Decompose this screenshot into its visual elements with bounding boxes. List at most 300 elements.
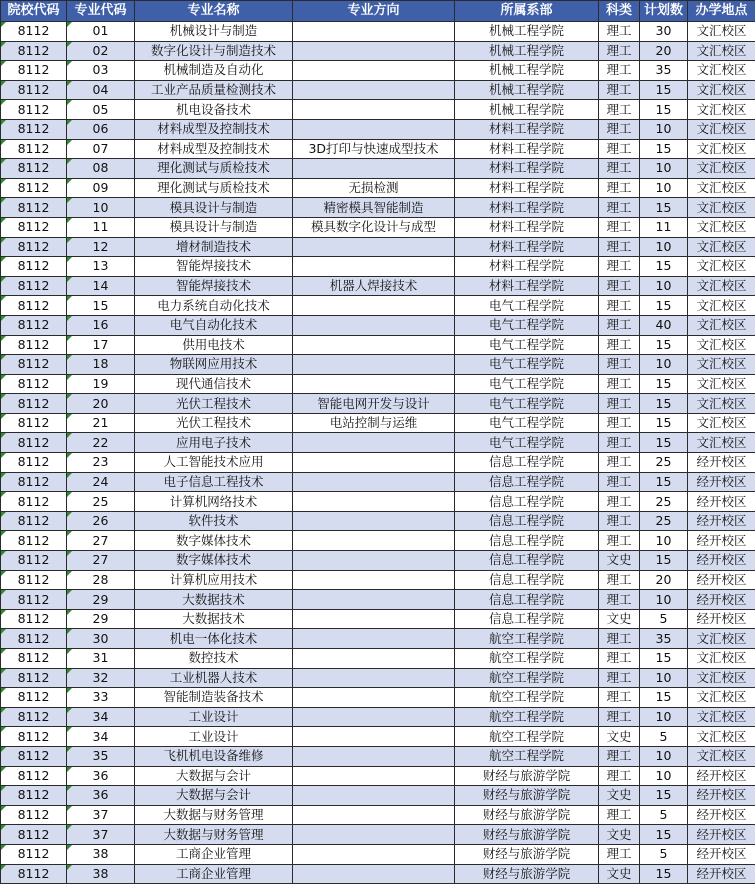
cell-department: 财经与旅游学院 [455, 844, 599, 864]
cell-major-name: 数字化设计与制造技术 [135, 41, 293, 61]
cell-major-direction [293, 609, 455, 629]
cell-major-direction [293, 688, 455, 708]
cell-major-name: 物联网应用技术 [135, 355, 293, 375]
cell-department: 电气工程学院 [455, 355, 599, 375]
cell-campus: 经开校区 [688, 766, 755, 786]
cell-campus: 经开校区 [688, 472, 755, 492]
cell-subject-category: 理工 [599, 746, 640, 766]
header-major-name: 专业名称 [135, 1, 293, 22]
cell-major-code: 35 [67, 746, 135, 766]
cell-major-code: 30 [67, 629, 135, 649]
cell-major-code: 25 [67, 492, 135, 512]
table-row [1, 276, 755, 296]
cell-department: 财经与旅游学院 [455, 805, 599, 825]
cell-major-direction [293, 61, 455, 81]
cell-campus: 经开校区 [688, 531, 755, 551]
table-row [1, 394, 755, 414]
cell-major-direction: 无损检测 [293, 178, 455, 198]
cell-plan-count: 15 [640, 80, 688, 100]
cell-plan-count: 10 [640, 590, 688, 610]
cell-subject-category: 理工 [599, 80, 640, 100]
table-row [1, 22, 755, 42]
cell-major-name: 材料成型及控制技术 [135, 139, 293, 159]
table-row [1, 649, 755, 669]
cell-department: 信息工程学院 [455, 511, 599, 531]
cell-plan-count: 5 [640, 844, 688, 864]
table-row [1, 237, 755, 257]
cell-plan-count: 15 [640, 825, 688, 845]
cell-major-name: 智能焊接技术 [135, 276, 293, 296]
cell-plan-count: 5 [640, 805, 688, 825]
cell-institution-code: 8112 [1, 629, 67, 649]
cell-department: 航空工程学院 [455, 746, 599, 766]
cell-major-direction [293, 649, 455, 669]
cell-plan-count: 40 [640, 315, 688, 335]
cell-plan-count: 10 [640, 707, 688, 727]
table-row [1, 629, 755, 649]
table-row [1, 746, 755, 766]
cell-department: 航空工程学院 [455, 668, 599, 688]
cell-subject-category: 理工 [599, 296, 640, 316]
cell-major-code: 18 [67, 355, 135, 375]
cell-plan-count: 10 [640, 746, 688, 766]
cell-department: 机械工程学院 [455, 80, 599, 100]
cell-subject-category: 理工 [599, 61, 640, 81]
cell-department: 信息工程学院 [455, 609, 599, 629]
cell-major-name: 数字媒体技术 [135, 551, 293, 571]
table-row [1, 668, 755, 688]
cell-subject-category: 文史 [599, 825, 640, 845]
cell-subject-category: 文史 [599, 786, 640, 806]
cell-major-direction [293, 844, 455, 864]
cell-major-direction [293, 551, 455, 571]
table-row [1, 335, 755, 355]
cell-institution-code: 8112 [1, 335, 67, 355]
cell-institution-code: 8112 [1, 198, 67, 218]
cell-department: 材料工程学院 [455, 257, 599, 277]
cell-department: 电气工程学院 [455, 315, 599, 335]
cell-major-name: 供用电技术 [135, 335, 293, 355]
header-major-code: 专业代码 [67, 1, 135, 22]
cell-major-name: 智能制造装备技术 [135, 688, 293, 708]
cell-major-direction: 模具数字化设计与成型 [293, 217, 455, 237]
table-row [1, 511, 755, 531]
cell-campus: 文汇校区 [688, 139, 755, 159]
cell-subject-category: 理工 [599, 178, 640, 198]
cell-major-direction [293, 159, 455, 179]
cell-subject-category: 理工 [599, 139, 640, 159]
cell-major-name: 大数据与会计 [135, 786, 293, 806]
cell-major-name: 机电一体化技术 [135, 629, 293, 649]
cell-institution-code: 8112 [1, 707, 67, 727]
cell-subject-category: 理工 [599, 844, 640, 864]
cell-major-code: 04 [67, 80, 135, 100]
table-row [1, 766, 755, 786]
cell-major-name: 工业设计 [135, 707, 293, 727]
cell-institution-code: 8112 [1, 257, 67, 277]
cell-subject-category: 理工 [599, 433, 640, 453]
cell-institution-code: 8112 [1, 786, 67, 806]
cell-plan-count: 5 [640, 609, 688, 629]
cell-subject-category: 理工 [599, 100, 640, 120]
cell-major-code: 09 [67, 178, 135, 198]
cell-department: 机械工程学院 [455, 22, 599, 42]
cell-major-direction [293, 805, 455, 825]
cell-department: 电气工程学院 [455, 296, 599, 316]
cell-subject-category: 理工 [599, 453, 640, 473]
cell-department: 信息工程学院 [455, 531, 599, 551]
cell-department: 材料工程学院 [455, 198, 599, 218]
cell-department: 信息工程学院 [455, 570, 599, 590]
cell-campus: 经开校区 [688, 864, 755, 884]
table-row [1, 551, 755, 571]
table-row [1, 374, 755, 394]
cell-campus: 文汇校区 [688, 276, 755, 296]
cell-department: 材料工程学院 [455, 276, 599, 296]
cell-campus: 文汇校区 [688, 413, 755, 433]
cell-plan-count: 5 [640, 727, 688, 747]
cell-institution-code: 8112 [1, 746, 67, 766]
cell-major-code: 34 [67, 727, 135, 747]
header-subject-category: 科类 [599, 1, 640, 22]
table-row [1, 786, 755, 806]
cell-campus: 经开校区 [688, 551, 755, 571]
cell-plan-count: 10 [640, 766, 688, 786]
cell-major-name: 材料成型及控制技术 [135, 119, 293, 139]
cell-major-direction: 电站控制与运维 [293, 413, 455, 433]
cell-campus: 文汇校区 [688, 707, 755, 727]
cell-department: 航空工程学院 [455, 727, 599, 747]
cell-department: 机械工程学院 [455, 61, 599, 81]
cell-plan-count: 15 [640, 551, 688, 571]
cell-institution-code: 8112 [1, 766, 67, 786]
cell-major-name: 工商企业管理 [135, 864, 293, 884]
cell-major-name: 数控技术 [135, 649, 293, 669]
cell-campus: 文汇校区 [688, 374, 755, 394]
cell-major-name: 工业设计 [135, 727, 293, 747]
cell-major-name: 智能焊接技术 [135, 257, 293, 277]
cell-major-name: 增材制造技术 [135, 237, 293, 257]
cell-campus: 文汇校区 [688, 688, 755, 708]
cell-campus: 文汇校区 [688, 237, 755, 257]
cell-campus: 文汇校区 [688, 217, 755, 237]
cell-major-code: 34 [67, 707, 135, 727]
cell-campus: 文汇校区 [688, 61, 755, 81]
cell-department: 电气工程学院 [455, 335, 599, 355]
cell-plan-count: 15 [640, 413, 688, 433]
table-row [1, 178, 755, 198]
table-row [1, 41, 755, 61]
cell-institution-code: 8112 [1, 237, 67, 257]
cell-subject-category: 文史 [599, 609, 640, 629]
cell-major-direction [293, 786, 455, 806]
cell-major-direction [293, 590, 455, 610]
cell-major-name: 大数据与会计 [135, 766, 293, 786]
cell-major-code: 01 [67, 22, 135, 42]
cell-subject-category: 理工 [599, 707, 640, 727]
cell-campus: 文汇校区 [688, 100, 755, 120]
cell-major-code: 10 [67, 198, 135, 218]
cell-major-direction [293, 355, 455, 375]
cell-plan-count: 20 [640, 570, 688, 590]
cell-campus: 文汇校区 [688, 41, 755, 61]
cell-institution-code: 8112 [1, 492, 67, 512]
cell-major-code: 16 [67, 315, 135, 335]
cell-plan-count: 15 [640, 257, 688, 277]
cell-major-code: 28 [67, 570, 135, 590]
cell-major-code: 19 [67, 374, 135, 394]
cell-major-direction [293, 668, 455, 688]
cell-subject-category: 理工 [599, 41, 640, 61]
cell-subject-category: 理工 [599, 374, 640, 394]
cell-major-name: 理化测试与质检技术 [135, 178, 293, 198]
cell-major-code: 27 [67, 551, 135, 571]
cell-campus: 文汇校区 [688, 22, 755, 42]
cell-major-direction [293, 472, 455, 492]
cell-subject-category: 文史 [599, 551, 640, 571]
table-row [1, 257, 755, 277]
cell-major-code: 15 [67, 296, 135, 316]
cell-department: 信息工程学院 [455, 492, 599, 512]
cell-plan-count: 20 [640, 41, 688, 61]
cell-major-name: 光伏工程技术 [135, 394, 293, 414]
cell-subject-category: 理工 [599, 394, 640, 414]
cell-institution-code: 8112 [1, 315, 67, 335]
cell-plan-count: 11 [640, 217, 688, 237]
cell-subject-category: 理工 [599, 198, 640, 218]
cell-plan-count: 25 [640, 511, 688, 531]
cell-major-direction [293, 707, 455, 727]
cell-major-direction [293, 296, 455, 316]
cell-campus: 文汇校区 [688, 433, 755, 453]
cell-major-name: 机械制造及自动化 [135, 61, 293, 81]
cell-campus: 经开校区 [688, 570, 755, 590]
cell-plan-count: 10 [640, 276, 688, 296]
cell-subject-category: 理工 [599, 688, 640, 708]
table-row [1, 805, 755, 825]
cell-plan-count: 15 [640, 688, 688, 708]
cell-campus: 文汇校区 [688, 394, 755, 414]
cell-major-code: 14 [67, 276, 135, 296]
cell-major-name: 大数据与财务管理 [135, 805, 293, 825]
cell-institution-code: 8112 [1, 609, 67, 629]
cell-major-name: 计算机应用技术 [135, 570, 293, 590]
cell-campus: 经开校区 [688, 511, 755, 531]
cell-major-direction [293, 727, 455, 747]
cell-institution-code: 8112 [1, 844, 67, 864]
cell-campus: 文汇校区 [688, 119, 755, 139]
cell-subject-category: 理工 [599, 276, 640, 296]
cell-major-direction [293, 237, 455, 257]
cell-major-direction: 精密模具智能制造 [293, 198, 455, 218]
cell-subject-category: 理工 [599, 237, 640, 257]
cell-major-code: 29 [67, 590, 135, 610]
cell-subject-category: 理工 [599, 217, 640, 237]
table-row [1, 159, 755, 179]
cell-institution-code: 8112 [1, 159, 67, 179]
table-row [1, 472, 755, 492]
cell-subject-category: 理工 [599, 590, 640, 610]
cell-major-name: 工业产品质量检测技术 [135, 80, 293, 100]
cell-institution-code: 8112 [1, 100, 67, 120]
cell-institution-code: 8112 [1, 80, 67, 100]
cell-institution-code: 8112 [1, 355, 67, 375]
cell-major-direction: 3D打印与快速成型技术 [293, 139, 455, 159]
cell-subject-category: 理工 [599, 531, 640, 551]
cell-major-code: 37 [67, 805, 135, 825]
table-row [1, 433, 755, 453]
cell-subject-category: 理工 [599, 413, 640, 433]
table-row [1, 355, 755, 375]
cell-major-direction [293, 374, 455, 394]
cell-department: 材料工程学院 [455, 217, 599, 237]
cell-major-code: 08 [67, 159, 135, 179]
cell-institution-code: 8112 [1, 472, 67, 492]
cell-major-direction [293, 746, 455, 766]
table-row [1, 315, 755, 335]
cell-major-direction [293, 119, 455, 139]
table-row [1, 864, 755, 884]
table-row [1, 688, 755, 708]
cell-plan-count: 10 [640, 237, 688, 257]
cell-institution-code: 8112 [1, 688, 67, 708]
cell-institution-code: 8112 [1, 453, 67, 473]
cell-plan-count: 10 [640, 355, 688, 375]
cell-institution-code: 8112 [1, 119, 67, 139]
cell-subject-category: 理工 [599, 766, 640, 786]
cell-subject-category: 理工 [599, 649, 640, 669]
cell-major-code: 11 [67, 217, 135, 237]
cell-major-name: 飞机机电设备维修 [135, 746, 293, 766]
cell-major-code: 12 [67, 237, 135, 257]
cell-plan-count: 35 [640, 629, 688, 649]
cell-subject-category: 理工 [599, 355, 640, 375]
cell-major-name: 现代通信技术 [135, 374, 293, 394]
cell-major-direction [293, 825, 455, 845]
cell-department: 机械工程学院 [455, 100, 599, 120]
cell-major-direction [293, 492, 455, 512]
cell-department: 电气工程学院 [455, 374, 599, 394]
cell-major-name: 人工智能技术应用 [135, 453, 293, 473]
cell-institution-code: 8112 [1, 217, 67, 237]
cell-plan-count: 15 [640, 472, 688, 492]
cell-plan-count: 15 [640, 433, 688, 453]
cell-major-direction [293, 257, 455, 277]
cell-campus: 文汇校区 [688, 649, 755, 669]
cell-plan-count: 15 [640, 100, 688, 120]
cell-subject-category: 理工 [599, 629, 640, 649]
table-row [1, 217, 755, 237]
cell-institution-code: 8112 [1, 551, 67, 571]
cell-department: 财经与旅游学院 [455, 786, 599, 806]
cell-institution-code: 8112 [1, 649, 67, 669]
cell-major-direction [293, 315, 455, 335]
header-institution-code: 院校代码 [1, 1, 67, 22]
cell-major-name: 工商企业管理 [135, 844, 293, 864]
cell-major-name: 软件技术 [135, 511, 293, 531]
table-row [1, 609, 755, 629]
cell-department: 信息工程学院 [455, 590, 599, 610]
cell-plan-count: 15 [640, 296, 688, 316]
cell-campus: 文汇校区 [688, 315, 755, 335]
cell-major-direction [293, 629, 455, 649]
cell-department: 信息工程学院 [455, 472, 599, 492]
cell-major-direction [293, 511, 455, 531]
cell-institution-code: 8112 [1, 668, 67, 688]
cell-subject-category: 理工 [599, 22, 640, 42]
cell-institution-code: 8112 [1, 139, 67, 159]
table-row [1, 825, 755, 845]
cell-major-direction [293, 570, 455, 590]
cell-department: 材料工程学院 [455, 119, 599, 139]
cell-major-name: 机电设备技术 [135, 100, 293, 120]
cell-institution-code: 8112 [1, 825, 67, 845]
cell-major-name: 理化测试与质检技术 [135, 159, 293, 179]
cell-institution-code: 8112 [1, 805, 67, 825]
cell-major-code: 24 [67, 472, 135, 492]
cell-major-name: 模具设计与制造 [135, 217, 293, 237]
cell-subject-category: 文史 [599, 864, 640, 884]
table-row [1, 844, 755, 864]
cell-major-code: 20 [67, 394, 135, 414]
cell-plan-count: 15 [640, 649, 688, 669]
cell-campus: 经开校区 [688, 492, 755, 512]
cell-major-code: 03 [67, 61, 135, 81]
cell-campus: 文汇校区 [688, 178, 755, 198]
cell-major-code: 17 [67, 335, 135, 355]
cell-major-code: 23 [67, 453, 135, 473]
cell-major-direction [293, 335, 455, 355]
cell-subject-category: 理工 [599, 472, 640, 492]
cell-department: 材料工程学院 [455, 159, 599, 179]
cell-major-code: 36 [67, 786, 135, 806]
header-plan-count: 计划数 [640, 1, 688, 22]
cell-campus: 经开校区 [688, 453, 755, 473]
table-row [1, 100, 755, 120]
cell-campus: 文汇校区 [688, 80, 755, 100]
cell-department: 财经与旅游学院 [455, 766, 599, 786]
cell-campus: 文汇校区 [688, 296, 755, 316]
cell-subject-category: 理工 [599, 805, 640, 825]
cell-campus: 文汇校区 [688, 629, 755, 649]
cell-major-name: 大数据与财务管理 [135, 825, 293, 845]
table-row [1, 727, 755, 747]
cell-major-code: 37 [67, 825, 135, 845]
table-row [1, 296, 755, 316]
cell-major-direction [293, 433, 455, 453]
cell-major-direction [293, 864, 455, 884]
cell-plan-count: 15 [640, 198, 688, 218]
table-row [1, 707, 755, 727]
cell-major-name: 机械设计与制造 [135, 22, 293, 42]
cell-major-code: 29 [67, 609, 135, 629]
cell-major-name: 光伏工程技术 [135, 413, 293, 433]
cell-campus: 文汇校区 [688, 355, 755, 375]
cell-major-name: 数字媒体技术 [135, 531, 293, 551]
cell-major-code: 36 [67, 766, 135, 786]
cell-subject-category: 理工 [599, 159, 640, 179]
cell-plan-count: 15 [640, 374, 688, 394]
cell-major-direction [293, 41, 455, 61]
cell-plan-count: 10 [640, 668, 688, 688]
cell-major-code: 05 [67, 100, 135, 120]
cell-subject-category: 理工 [599, 119, 640, 139]
cell-plan-count: 10 [640, 159, 688, 179]
cell-major-name: 计算机网络技术 [135, 492, 293, 512]
cell-major-code: 38 [67, 844, 135, 864]
cell-institution-code: 8112 [1, 531, 67, 551]
cell-department: 航空工程学院 [455, 649, 599, 669]
